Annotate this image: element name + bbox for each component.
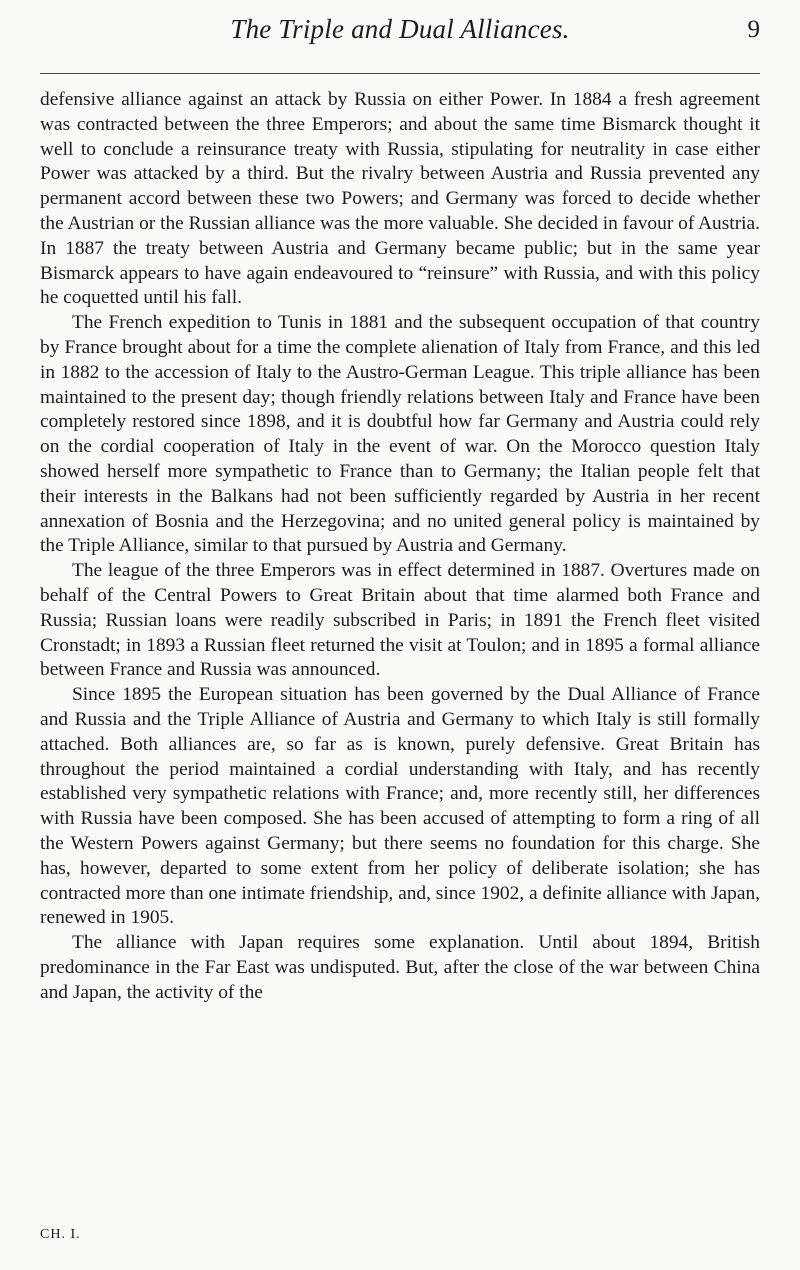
paragraph: The alliance with Japan requires some explanation. Until about 1894, British predominance in the Far East was undisputed. But, after the close of the war between China and Japan, the activity of the <box>40 932 760 1003</box>
page-number: 9 <box>747 16 760 43</box>
page-header <box>40 14 760 54</box>
body-text <box>40 88 760 1005</box>
paragraph: The league of the three Emperors was in effect determined in 1887. Overtures made on behalf of the Central Powers to Great Britain about that time alarmed both France and Russia; Russian loans were readily subscribed in Paris; in 1891 the French fleet visited Cronstadt; in 1893 a Russian fleet returned the visit at Toulon; and in 1895 a formal alliance between France and Russia was announced. <box>40 560 760 681</box>
paragraph: The French expedition to Tunis in 1881 and the subsequent occupation of that country by France brought about for a time the complete alienation of Italy from France, and this led in 1882 to the accession of Italy to the Austro-German League. This triple alliance has been maintained to the present day; though friendly relations between Italy and France have been completely restored since 1898, and it is doubtful how far Germany and Austria could rely on the cordial cooperation of Italy in the event of war. On the Morocco question Italy showed herself more sympathetic to France than to Germany; the Italian people felt that their interests in the Balkans had not been sufficiently regarded by Austria in her recent annexation of Bosnia and the Herzegovina; and no united general policy is maintained by the Triple Alliance, similar to that pursued by Austria and Germany. <box>40 312 760 557</box>
signature-mark: CH. I. <box>40 1227 81 1242</box>
paragraph: defensive alliance against an attack by Russia on either Power. In 1884 a fresh agreement was contracted between the three Emperors; and about the same time Bismarck thought it well to conclude a reinsurance treaty with Russia, stipulating for neutrality in case either Power was attacked by a third. But the rivalry between Austria and Russia prevented any permanent accord between these two Powers; and Germany was forced to decide whether the Austrian or the Russian alliance was the more valuable. She decided in favour of Austria. In 1887 the treaty between Austria and Germany became public; but in the same year Bismarck appears to have again endeavoured to “reinsure” with Russia, and with this policy he coquetted until his fall. <box>40 89 760 309</box>
header-rule <box>40 73 760 74</box>
running-title: The Triple and Dual Alliances. <box>230 14 570 44</box>
paragraph: Since 1895 the European situation has been governed by the Dual Alliance of France and Russia and the Triple Alliance of Austria and Germany to which Italy is still formally attached. Both alliances are, so far as is known, purely defensive. Great Britain has throughout the period maintained a cordial understanding with Italy, and has recently established very sympathetic relations with France; and, more recently still, her differences with Russia have been composed. She has been accused of attempting to form a ring of all the Western Powers against Germany; but there seems no foundation for this charge. She has, however, departed to some extent from her policy of deliberate isolation; she has contracted more than one intimate friendship, and, since 1902, a definite alliance with Japan, renewed in 1905. <box>40 684 760 929</box>
